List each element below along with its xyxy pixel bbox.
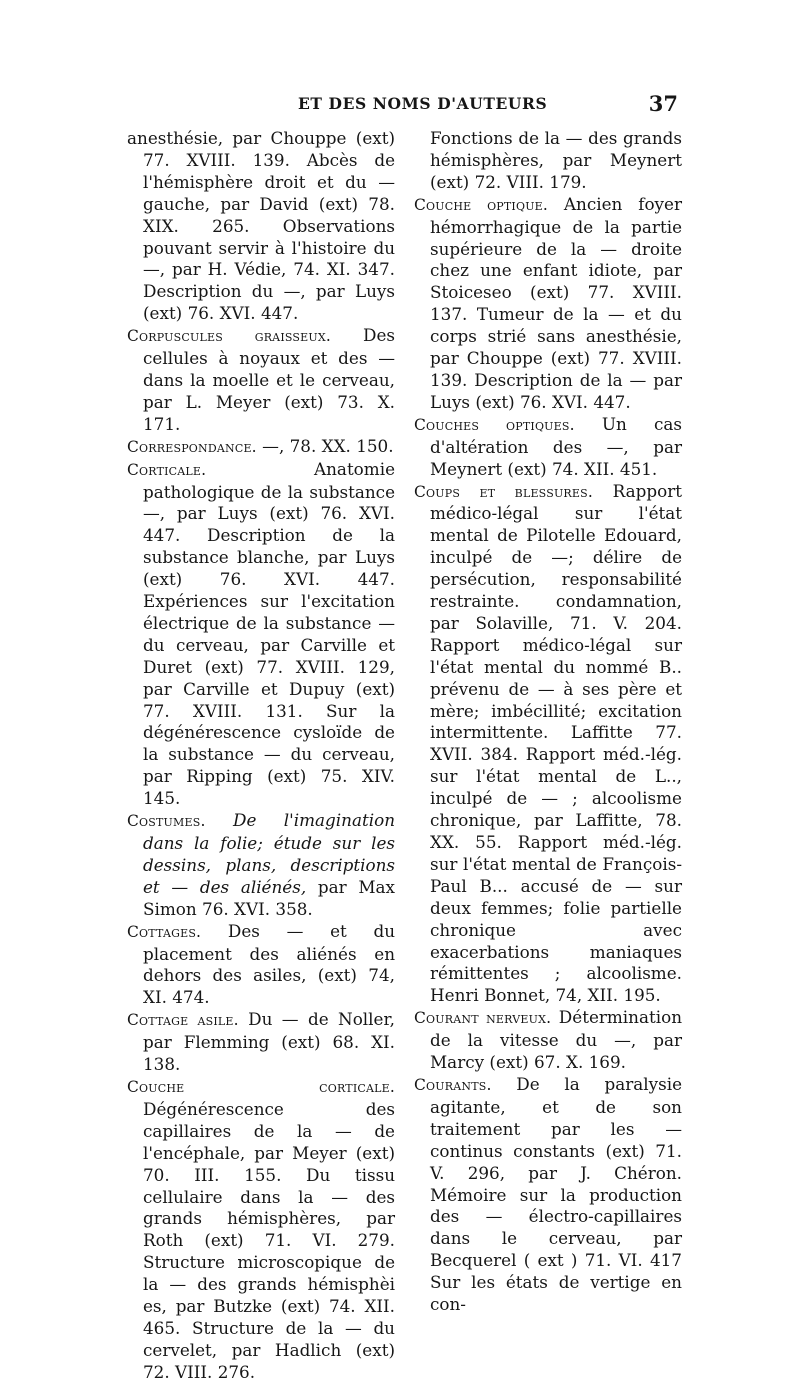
entry-term: Courant nerveux.	[414, 1009, 552, 1028]
page-number: 37	[648, 91, 678, 116]
entry-text: anesthésie, par Chouppe (ext) 77. XVIII. 139. Abcès de l'hémisphère droit et du — gauche, par David (ext) 78. XIX. 265. Observations pouvant servir à l'histoire du —, par H. Védie, 74. XI. 347. Description du —, par Luys (ext) 76. XVI. 447.	[127, 128, 395, 324]
entry-text: Dégénérescence des capillaires de la — de l'encéphale, par Meyer (ext) 70. III. 155. Du tissu cellulaire dans la — des grands hémisphères, par Roth (ext) 71. VI. 279. Structure microscopique de la — des grands hémisphèi es, par Butzke (ext) 74. XII. 465. Structure de la — du cervelet, par Hadlich (ext) 72. VIII. 276.	[143, 1098, 395, 1382]
index-entry	[127, 1009, 395, 1076]
entry-term: Correspondance.	[127, 437, 257, 456]
index-entry	[414, 481, 682, 1008]
entry-text: Détermination de la vitesse du —, par Marcy (ext) 67. X. 169.	[430, 1007, 683, 1073]
page-header	[118, 91, 678, 124]
entry-term: Couche optique.	[414, 195, 549, 214]
entry-text: Ancien foyer hémorrhagique de la partie supérieure de la — droite chez une enfant idiote, par Stoiceseo (ext) 77. XVIII. 137. Tumeur de la — et du corps strié sans anesthésie, par Chouppe (ext) 77. XVIII. 139. Description de la — par Luys (ext) 76. XVI. 447.	[430, 193, 682, 412]
index-entry	[414, 194, 682, 414]
index-entry	[127, 810, 395, 921]
entry-term: Courants.	[414, 1075, 492, 1094]
entry-term: Couches optiques.	[414, 415, 575, 434]
index-entry	[127, 921, 395, 1010]
entry-text: De la paralysie agitante, et de son traitement par les — continus constants (ext) 71. V. 296, par J. Chéron. Mémoire sur la production des — électro-capillaires dans le cerveau, par Becquerel ( ext ) 71. VI. 417 Sur les états de vertige en con-	[430, 1073, 682, 1315]
entry-text: Fonctions de la — des grands hémisphères, par Meynert (ext) 72. VIII. 179.	[430, 128, 682, 192]
entry-term: Corticale.	[127, 460, 207, 479]
index-entry-continued	[414, 128, 682, 194]
index-entry	[127, 325, 395, 436]
entry-text: Des cellules à noyaux et des — dans la moelle et le cerveau, par L. Meyer (ext) 73. X. 171.	[143, 325, 395, 434]
entry-title-italic: De l'imagination dans la folie; étude sur les dessins, plans, descriptions et — des aliénés,	[143, 810, 395, 897]
index-entry	[127, 436, 395, 459]
right-column	[414, 128, 682, 1316]
entry-text: Du — de Noller, par Flemming (ext) 68. XI. 138.	[143, 1009, 395, 1075]
entry-term: Coups et blessures.	[414, 482, 593, 501]
entry-term: Costumes.	[127, 812, 206, 831]
index-entry	[414, 1074, 682, 1316]
index-entry	[127, 128, 395, 325]
entry-term: Cottages.	[127, 922, 202, 941]
entry-text: Anatomie pathologique de la substance —, par Luys (ext) 76. XVI. 447. Description de la substance blanche, par Luys (ext) 76. XVI. 447. Expériences sur l'excitation électrique de la substance — du cerveau, par Carville et Duret (ext) 77. XVIII. 129, par Carville et Dupuy (ext) 77. XVIII. 131. Sur la dégénérescence cysloïde de la substance — du cerveau, par Ripping (ext) 75. XIV. 145.	[143, 458, 395, 809]
index-entry	[127, 1076, 395, 1384]
entry-text: Un cas d'altération des —, par Meynert (ext) 74. XII. 451.	[430, 413, 682, 479]
index-entry	[414, 1007, 682, 1074]
entry-text: Rapport médico-légal sur l'état mental de Pilotelle Edouard, inculpé de —; délire de persécution, responsabilité restrainte. condamnation, par Solaville, 71. V. 204. Rapport médico-légal sur l'état mental du nommé B.. prévenu de — à ses père et mère; imbécillité; excitation intermittente. Laffitte 77. XVII. 384. Rapport méd.-lég. sur l'état mental de L.., inculpé de — ; alcoolisme chronique, par Laffitte, 78. XX. 55. Rapport méd.-lég. sur l'état mental de François-Paul B... accusé de — sur deux femmes; folie partielle chronique avec exacerbations maniaques rémittentes ; alcoolisme. Henri Bonnet, 74, XII. 195.	[430, 480, 682, 1006]
entry-text: par Max Simon 76. XVI. 358.	[143, 876, 395, 919]
entry-term: Corpuscules graisseux.	[127, 327, 332, 346]
entry-term: Cottage asile.	[127, 1011, 239, 1030]
running-title: ET DES NOMS D'AUTEURS	[298, 94, 548, 113]
entry-term: Couche corticale.	[127, 1077, 395, 1096]
left-column	[127, 128, 395, 1384]
entry-text: Des — et du placement des aliénés en dehors des asiles, (ext) 74, XI. 474.	[143, 920, 395, 1008]
index-entry	[127, 459, 395, 811]
index-entry	[414, 414, 682, 481]
entry-text: —, 78. XX. 150.	[256, 435, 394, 456]
